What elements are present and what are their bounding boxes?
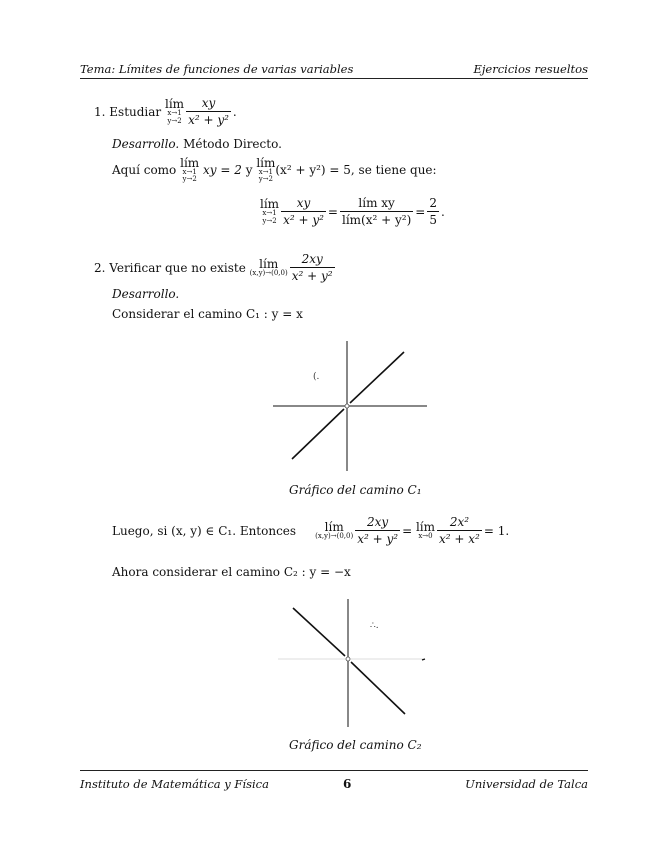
exercise-1-equation: lím x→1 y→2 $\frac{xy}{\text{x² + y²}}$ = $\frac{\text{lím xy}}{\text{lím(x² + y²)}}$ = $\frac{2}{5}$ .	[260, 196, 445, 227]
exercise-2-development: Desarrollo.	[112, 287, 180, 301]
path-1-text: Considerar el camino C₁ : y = x	[112, 307, 303, 321]
exercise-1-text: Estudiar	[109, 104, 162, 119]
limit-operator: lím (x,y)→(0,0)	[315, 519, 354, 540]
exercise-1-development: Desarrollo. Método Directo.	[112, 137, 282, 151]
path-2-line-lower	[351, 662, 405, 714]
limit-operator: lím x→1 y→2	[256, 156, 276, 184]
header-topic: Tema: Límites de funciones de varias variables	[80, 62, 354, 76]
stray-mark: (.	[313, 372, 320, 382]
exercise-2-text: Verificar que no existe	[109, 260, 246, 275]
header-rule	[80, 78, 588, 79]
path-2-graph	[275, 596, 435, 730]
header-section: Ejercicios resueltos	[473, 62, 588, 76]
origin-hole	[345, 404, 349, 408]
footer-university: Universidad de Talca	[465, 777, 588, 791]
footer-institute: Instituto de Matemática y Física	[80, 777, 269, 791]
path-1-line-lower	[292, 409, 344, 459]
path-2-caption: Gráfico del camino C₂	[289, 738, 422, 752]
fraction: $\frac{xy}{\text{x² + y²}}$	[188, 96, 229, 127]
path-1-line-upper	[350, 352, 404, 403]
limit-operator: lím (x,y)→(0,0)	[249, 256, 288, 277]
path-2-text: Ahora considerar el camino C₂ : y = −x	[112, 565, 351, 579]
path-1-graph	[270, 338, 430, 474]
exercise-1-statement: 1. Estudiar lím x→1 y→2 $\frac{xy}{\text{x² + y²}}$ .	[94, 96, 237, 127]
exercise-2-statement	[94, 252, 337, 283]
origin-hole	[346, 657, 350, 661]
limit-operator: lím x→1 y→2	[165, 97, 185, 125]
footer-rule	[80, 770, 588, 771]
stray-mark: ∴.	[370, 621, 379, 631]
path-1-caption: Gráfico del camino C₁	[289, 483, 422, 497]
exercise-1-reasoning: Aquí como lím x→1 y→2 xy = 2 y lím x→1 y→2 (x² + y²) = 5, se tiene que:	[112, 156, 437, 184]
limit-operator: lím x→1 y→2	[260, 197, 280, 225]
exercise-1-number: 1.	[94, 104, 106, 119]
path-2-line-upper	[293, 608, 345, 656]
exercise-2-number: 2.	[94, 260, 106, 275]
page-number: 6	[343, 777, 352, 791]
limit-operator: lím x→0	[415, 519, 436, 540]
path-1-limit: Luego, si (x, y) ∈ C₁. Entonces lím (x,y)→(0,0) $\frac{2xy}{\text{x² + y²}}$ = lím x→0 $\frac{\text{2x²}}{\text{x² + x²}}$ = 1.	[112, 515, 510, 546]
fraction: $\frac{2xy}{\text{x² + y²}}$	[291, 252, 333, 283]
limit-operator: lím x→1 y→2	[180, 156, 200, 184]
